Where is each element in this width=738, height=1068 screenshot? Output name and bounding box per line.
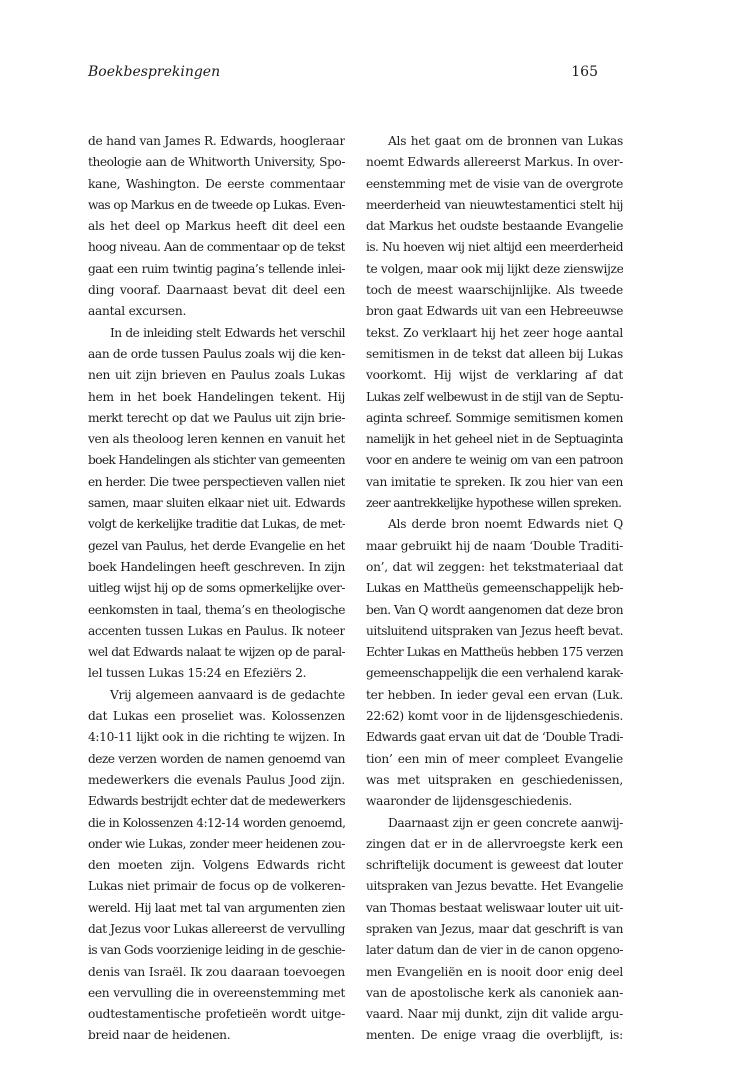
text-line: gezel van Paulus, het derde Evangelie en het (88, 538, 345, 553)
text-line: eenkomsten in taal, thema’s en theologische (88, 602, 345, 617)
text-line: eenstemming met de visie van de overgrote (366, 176, 623, 191)
text-line: een vervulling die in overeenstemming met (88, 985, 345, 1000)
text-line: den moeten zijn. Volgens Edwards richt (88, 858, 345, 873)
text-line: dat Lukas een proseliet was. Kolossenzen (88, 709, 345, 724)
text-line: meerderheid van nieuwtestamentici stelt hij (366, 197, 623, 212)
text-line: theologie aan de Whitworth University, Spo- (88, 155, 345, 170)
text-line: de hand van James R. Edwards, hoogleraar (88, 134, 345, 148)
text-line: bron gaat Edwards uit van een Hebreeuwse (366, 304, 623, 319)
text-line: ter hebben. In ieder geval een ervan (Luk. (366, 687, 623, 702)
text-line: Lukas en Mattheüs gemeenschappelijk heb- (366, 581, 623, 596)
text-line: aginta schreef. Sommige semitismen komen (366, 410, 623, 425)
text-line: zingen dat er in de allervroegste kerk een (366, 836, 623, 851)
text-line: was met uitspraken en geschiedenissen, (366, 772, 623, 787)
text-line: spraken van Jezus, maar dat geschrift is van (366, 921, 623, 936)
text-line: als het deel op Markus heeft dit deel een (88, 219, 345, 234)
text-line: van de apostolische kerk als canoniek aan- (366, 985, 623, 1000)
text-line: denis van Israël. Ik zou daaraan toevoegen (88, 964, 345, 979)
running-header (88, 64, 598, 84)
text-line: deze verzen worden de namen genoemd van (88, 751, 345, 766)
text-line: ding vooraf. Daarnaast bevat dit deel een (88, 283, 345, 298)
text-line: oudtestamentische profetieën wordt uitge- (88, 1007, 345, 1022)
text-line: was op Markus en de tweede op Lukas. Even- (88, 197, 345, 212)
text-line: noemt Edwards allereerst Markus. In over- (366, 155, 623, 170)
text-line: en herder. Die twee perspectieven vallen niet (88, 474, 345, 489)
text-line: breid naar de heidenen. (88, 1028, 231, 1043)
text-line: aantal excursen. (88, 304, 187, 319)
text-line: semitismen in de tekst dat alleen bij Lukas (366, 346, 623, 361)
text-line: Als het gaat om de bronnen van Lukas (388, 134, 623, 148)
text-line: onder wie Lukas, zonder meer heidenen zou- (88, 836, 345, 851)
text-line: Daarnaast zijn er geen concrete aanwij- (388, 815, 623, 830)
left-text-column (88, 131, 345, 1047)
text-line: dat Markus het oudste bestaande Evangelie (366, 219, 623, 234)
text-line: nen uit zijn brieven en Paulus zoals Lukas (88, 368, 345, 383)
text-line: gaat een ruim twintig pagina’s tellende inlei- (88, 261, 345, 276)
text-line: te volgen, maar ook mij lijkt deze zienswijze (366, 261, 623, 276)
text-line: Lukas niet primair de focus op de volkeren- (88, 879, 345, 894)
text-line: uitspraken van Jezus bevatte. Het Evangelie (366, 879, 623, 894)
text-line: In de inleiding stelt Edwards het verschil (110, 325, 345, 340)
text-line: gemeenschappelijk die een verhalend karak- (366, 666, 623, 681)
text-line: ven als theoloog leren kennen en vanuit het (88, 432, 345, 447)
text-line: wel dat Edwards nalaat te wijzen op de paral- (88, 645, 345, 660)
text-line: hoog niveau. Aan de commentaar op de tekst (88, 240, 345, 255)
text-line: kane, Washington. De eerste commentaar (88, 176, 345, 191)
text-line: dat Jezus voor Lukas allereerst de vervulling (88, 921, 345, 936)
text-line: voorkomt. Hij wijst de verklaring af dat (366, 368, 623, 383)
text-line: voor en andere te weinig om van een patroon (366, 453, 623, 468)
page-number: 165 (571, 64, 598, 80)
text-line: uitsluitend uitspraken van Jezus heeft bevat. (366, 623, 623, 638)
text-line: schriftelijk document is geweest dat louter (366, 858, 623, 873)
text-line: toch de meest waarschijnlijke. Als tweede (366, 283, 623, 298)
text-line: tion’ een min of meer compleet Evangelie (366, 751, 623, 766)
text-line: accenten tussen Lukas en Paulus. Ik noteer (88, 623, 345, 638)
text-line: hem in het boek Handelingen tekent. Hij (88, 389, 345, 404)
running-title: Boekbesprekingen (88, 64, 221, 80)
right-text-column (366, 131, 623, 1047)
text-line: zeer aantrekkelijke hypothese willen spreken. (366, 496, 622, 511)
text-line: van imitatie te spreken. Ik zou hier van een (366, 474, 623, 489)
text-line: on’, dat wil zeggen: het tekstmateriaal dat (366, 559, 623, 574)
text-line: 22:62) komt voor in de lijdensgeschiedenis. (366, 709, 623, 724)
text-line: namelijk in het geheel niet in de Septuaginta (366, 432, 623, 447)
text-line: Edwards bestrijdt echter dat de medewerkers (88, 794, 345, 809)
text-line: die in Kolossenzen 4:12-14 worden genoemd, (88, 815, 345, 830)
text-line: Vrij algemeen aanvaard is de gedachte (110, 687, 345, 702)
text-line: maar gebruikt hij de naam ‘Double Traditi- (366, 538, 623, 553)
text-line: uitleg wijst hij op de soms opmerkelijke over- (88, 581, 345, 596)
text-line: waaronder de lijdensgeschiedenis. (366, 794, 572, 809)
text-line: van Thomas bestaat weliswaar louter uit uit- (366, 900, 623, 915)
text-line: wereld. Hij laat met tal van argumenten zien (88, 900, 345, 915)
text-line: later datum dan de vier in de canon opgeno- (366, 943, 623, 958)
text-line: is. Nu hoeven wij niet altijd een meerderheid (366, 240, 623, 255)
text-line: ben. Van Q wordt aangenomen dat deze bron (366, 602, 623, 617)
text-line: samen, maar sluiten elkaar niet uit. Edwards (88, 496, 345, 511)
text-line: Edwards gaat ervan uit dat de ‘Double Tradi- (366, 730, 623, 745)
text-line: Lukas zelf welbewust in de stijl van de Septu- (366, 389, 623, 404)
text-line: Echter Lukas en Mattheüs hebben 175 verzen (366, 645, 623, 660)
text-line: men Evangeliën en is nooit door enig deel (366, 964, 623, 979)
text-line: vaard. Naar mij dunkt, zijn dit valide argu- (366, 1007, 623, 1022)
text-line: boek Handelingen als stichter van gemeenten (88, 453, 345, 468)
text-line: aan de orde tussen Paulus zoals wij die ken- (88, 346, 345, 361)
text-line: menten. De enige vraag die overblijft, is: (366, 1028, 623, 1043)
text-line: tekst. Zo verklaart hij het zeer hoge aantal (366, 325, 623, 340)
text-line: merkt terecht op dat we Paulus uit zijn brie- (88, 410, 345, 425)
text-line: Als derde bron noemt Edwards niet Q (388, 517, 623, 532)
text-line: volgt de kerkelijke traditie dat Lukas, de met- (88, 517, 345, 532)
text-line: is van Gods voorzienige leiding in de geschie- (88, 943, 345, 958)
text-line: lel tussen Lukas 15:24 en Efeziërs 2. (88, 666, 307, 681)
text-line: medewerkers die evenals Paulus Jood zijn. (88, 772, 345, 787)
text-line: 4:10-11 lijkt ook in die richting te wijzen. In (88, 730, 345, 745)
text-line: boek Handelingen heeft geschreven. In zijn (88, 559, 345, 574)
